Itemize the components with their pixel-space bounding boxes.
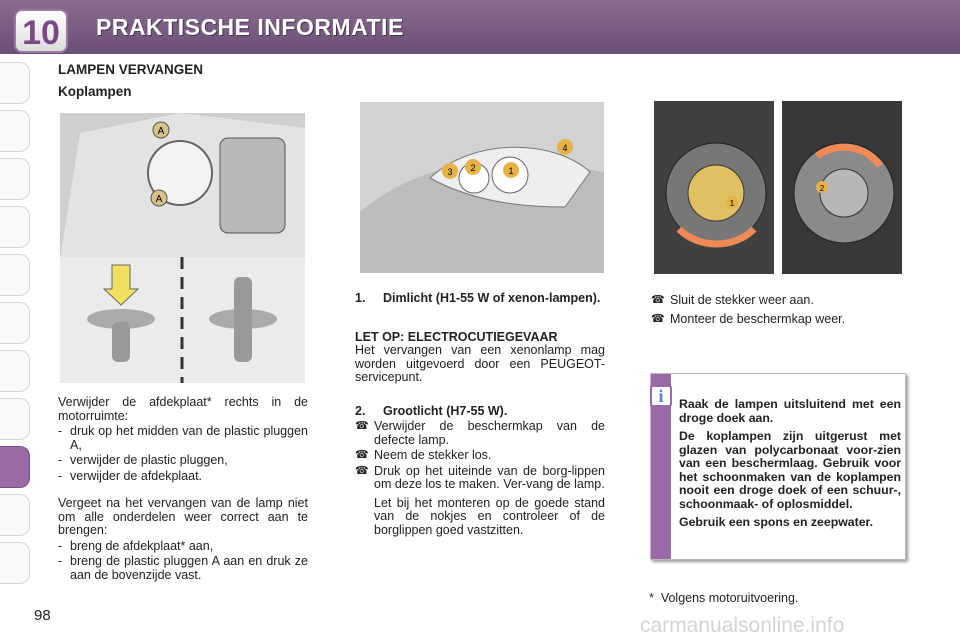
chapter-tab[interactable] (0, 302, 30, 344)
reassembly-step: - breng de afdekplaat* aan, (58, 540, 308, 554)
reconnect-instructions (651, 292, 901, 326)
part-label: 3 (447, 167, 453, 177)
reconnect-step: ☎ Sluit de stekker weer aan. (651, 294, 901, 308)
chapter-tab[interactable] (0, 206, 30, 248)
chapter-tab[interactable] (0, 494, 30, 536)
replacement-step: ☎ Neem de stekker los. (355, 449, 605, 463)
section-heading: LAMPEN VERVANGEN (58, 62, 204, 77)
lamp-cover-illustration (782, 101, 902, 274)
replacement-step: ☎ Druk op het uiteinde van de borg-lippen om deze los te maken. Ver-vang de lamp. (355, 465, 605, 492)
part-label: 1 (729, 199, 735, 208)
chapter-number-badge: 10 (14, 9, 68, 53)
footnote-text: Volgens motoruitvoering. (660, 591, 799, 605)
info-box-text (679, 398, 901, 530)
info-line: Gebruik een spons en zeepwater. (679, 515, 874, 529)
info-box (650, 373, 906, 560)
chapter-tab[interactable] (0, 350, 30, 392)
headlamp-illustration (360, 102, 604, 273)
high-beam-item: Grootlicht (H7-55 W). (383, 403, 508, 418)
reassembly-step: - breng de plastic pluggen A aan en druk ze aan de bovenzijde vast. (58, 555, 308, 582)
info-line: De koplampen zijn uitgerust met glazen van polycarbonaat voor-zien van een beschermlaag. Gebruik voor het schoonmaken van de koplampen nooit een droge doek of een schuur-, schoonmaak- of oplosmiddel. (679, 429, 901, 511)
instruction-step: - verwijder de afdekplaat. (58, 470, 308, 484)
info-line: Raak de lampen uitsluitend met een droge doek aan. (679, 397, 901, 425)
warning-text: Het vervangen van een xenonlamp mag worden uitgevoerd door een PEUGEOT-servicepunt. (355, 343, 605, 384)
chapter-tab[interactable] (0, 542, 30, 584)
page-number: 98 (34, 607, 51, 624)
chapter-tab-active[interactable] (0, 446, 30, 488)
part-label: 2 (470, 163, 476, 173)
instruction-step: - verwijder de plastic pluggen, (58, 454, 308, 468)
chapter-tab[interactable] (0, 158, 30, 200)
subsection-heading: Koplampen (58, 84, 132, 99)
low-beam-item: Dimlicht (H1-55 W of xenon-lampen). (383, 291, 601, 305)
chapter-tab[interactable] (0, 398, 30, 440)
footnote: * Volgens motoruitvoering. (649, 591, 799, 605)
reconnect-step: ☎ Monteer de beschermkap weer. (651, 313, 901, 327)
chapter-tab[interactable] (0, 110, 30, 152)
chapter-header (0, 0, 960, 54)
chapter-tab[interactable] (0, 254, 30, 296)
plug-label: A (157, 126, 165, 137)
part-label: 1 (508, 166, 514, 176)
warning-title: LET OP: ELECTROCUTIEGEVAAR (355, 329, 558, 344)
plug-label: A (155, 194, 163, 205)
part-label: 2 (819, 184, 825, 193)
part-label: 4 (562, 143, 568, 153)
chapter-title: PRAKTISCHE INFORMATIE (96, 14, 404, 40)
watermark: carmanualsonline.info (640, 614, 845, 637)
replacement-step: ☎ Verwijder de beschermkap van de defecte lamp. (355, 420, 605, 447)
reassembly-note: Vergeet na het vervangen van de lamp niet om alle onderdelen weer correct aan te brengen: (58, 496, 308, 537)
instruction-intro: Verwijder de afdekplaat* rechts in de motorruimte: (58, 395, 308, 423)
info-icon: i (650, 385, 672, 407)
instruction-step: - druk op het midden van de plastic pluggen A, (58, 425, 308, 452)
chapter-tabs (0, 62, 34, 582)
chapter-tab[interactable] (0, 62, 30, 104)
assembly-check: Let bij het monteren op de goede stand van de nokjes en controleer of de borglippen goed vastzitten. (374, 495, 605, 537)
removal-instructions (58, 396, 308, 582)
engine-bay-illustration (60, 113, 305, 260)
headlamp-instructions: 1. Dimlicht (H1-55 W of xenon-lampen). LET OP: ELECTROCUTIEGEVAAR Het vervangen van een xenonlamp mag worden uitgevoerd door een PEUGEOT-servicepunt. 2. Grootlicht (H7-55 W). ☎ Verwijder de beschermkap van de defecte lamp. ☎ Neem de stekker los. ☎ Druk op het uiteinde van de borg-lippen om deze los te maken. Ver-vang de lamp. Let bij het monteren op de goede stand van de nokjes en controleer of de borglippen goed vastzitten. (355, 292, 605, 537)
plastic-plug-illustration (60, 257, 305, 383)
lamp-socket-illustration (654, 101, 774, 274)
